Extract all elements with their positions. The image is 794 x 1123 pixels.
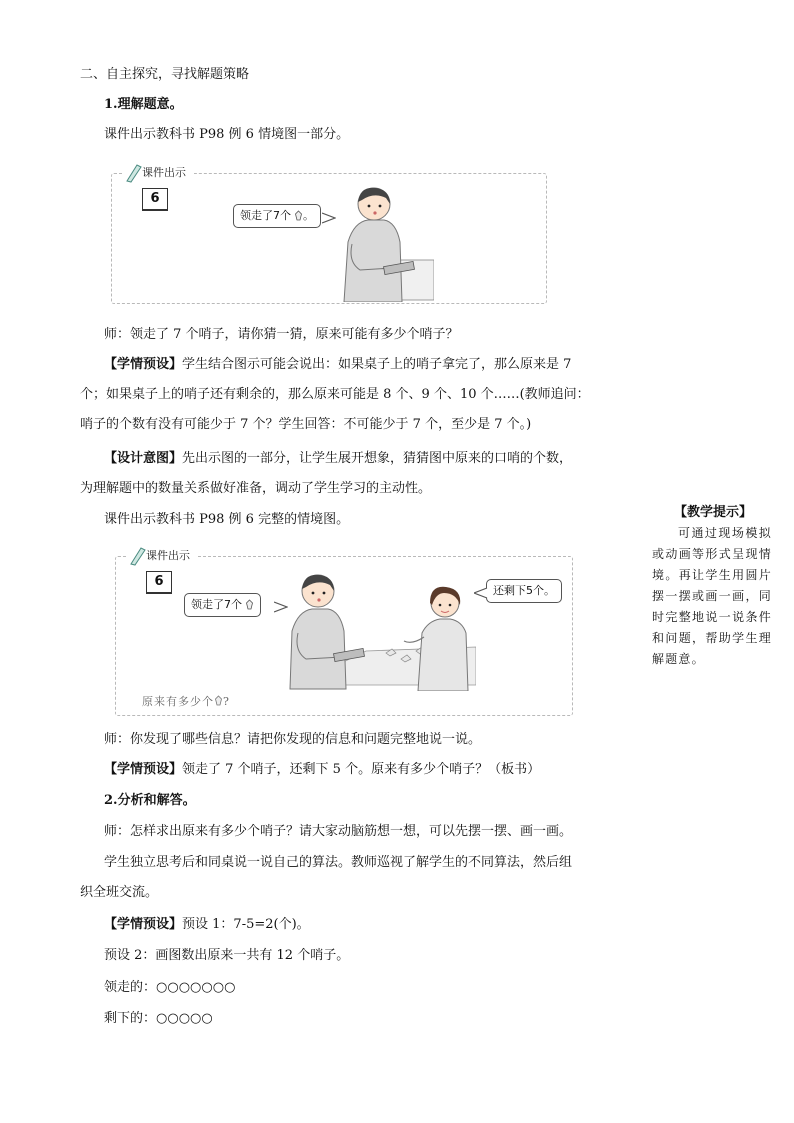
preset-1-line-2: 个；如果桌子上的哨子还有剩余的，那么原来可能是 8 个、9 个、10 个……(教师追问： (80, 387, 590, 402)
courseware-figure-1 (111, 166, 547, 304)
example-number: 6 (146, 571, 172, 594)
figure-question: 原来有多少个 ? (142, 695, 230, 708)
speech-bubble-taken: 领走了7个 (184, 593, 261, 617)
teacher-question-3: 师：怎样求出原来有多少个哨子？请大家动脑筋想一想，可以先摆一摆、画一画。 (104, 824, 573, 839)
teaching-tip-title: 【教学提示】 (673, 505, 752, 520)
courseware-tag: 课件出示 (122, 165, 194, 181)
pencil-icon (128, 546, 146, 566)
courseware-tag: 课件出示 (126, 548, 198, 564)
boy-illustration (334, 182, 434, 302)
step2-title: 2.分析和解答。 (104, 793, 196, 808)
intro-text-1: 课件出示教科书 P98 例 6 情境图一部分。 (104, 127, 350, 142)
teacher-illustration (400, 581, 480, 691)
intro-text-2: 课件出示教科书 P98 例 6 完整的情境图。 (104, 512, 350, 527)
design-intent-line-2: 为理解题中的数量关系做好准备，调动了学生学习的主动性。 (80, 481, 432, 496)
example-number: 6 (142, 188, 168, 211)
step1-title: 1.理解题意。 (104, 97, 183, 112)
design-intent-line-1: 【设计意图】先出示图的一部分，让学生展开想象，猜猜图中原来的口哨的个数， (104, 451, 573, 466)
whistle-icon (214, 695, 223, 706)
preset-3b: 预设 2：画图数出原来一共有 12 个哨子。 (104, 948, 350, 963)
preset-2: 【学情预设】领走了 7 个哨子，还剩下 5 个。原来有多少个哨子？（板书） (104, 762, 541, 777)
whistle-icon (294, 210, 303, 221)
remaining-row: 剩下的：○○○○○ (104, 1011, 213, 1026)
section-title: 二、自主探究，寻找解题策略 (80, 67, 250, 82)
speech-bubble-taken: 领走了7个 。 (233, 204, 321, 228)
preset-3: 【学情预设】预设 1：7-5=2(个)。 (104, 917, 310, 932)
preset-1-line-1: 【学情预设】学生结合图示可能会说出：如果桌子上的哨子拿完了，那么原来是 7 (104, 357, 572, 372)
preset-1-line-3: 哨子的个数有没有可能少于 7 个？学生回答：不可能少于 7 个，至少是 7 个。) (80, 417, 532, 432)
student-work-line-1: 学生独立思考后和同桌说一说自己的算法。教师巡视了解学生的不同算法，然后组 (104, 855, 573, 870)
taken-row: 领走的：○○○○○○○ (104, 980, 236, 995)
teacher-question-2: 师：你发现了哪些信息？请把你发现的信息和问题完整地说一说。 (104, 732, 482, 747)
teaching-tip-body: 可通过现场模拟或动画等形式呈现情境。再让学生用圆片摆一摆或画一画，同时完整地说一说条件和问题，帮助学生理解题意。 (652, 526, 772, 666)
teacher-question-1: 师：领走了 7 个哨子，请你猜一猜，原来可能有多少个哨子？ (104, 327, 459, 342)
speech-bubble-remaining: 还剩下5个。 (486, 579, 562, 603)
whistle-icon (245, 599, 254, 610)
courseware-figure-2 (115, 549, 573, 716)
student-work-line-2: 织全班交流。 (80, 885, 159, 900)
pencil-icon (124, 163, 142, 183)
